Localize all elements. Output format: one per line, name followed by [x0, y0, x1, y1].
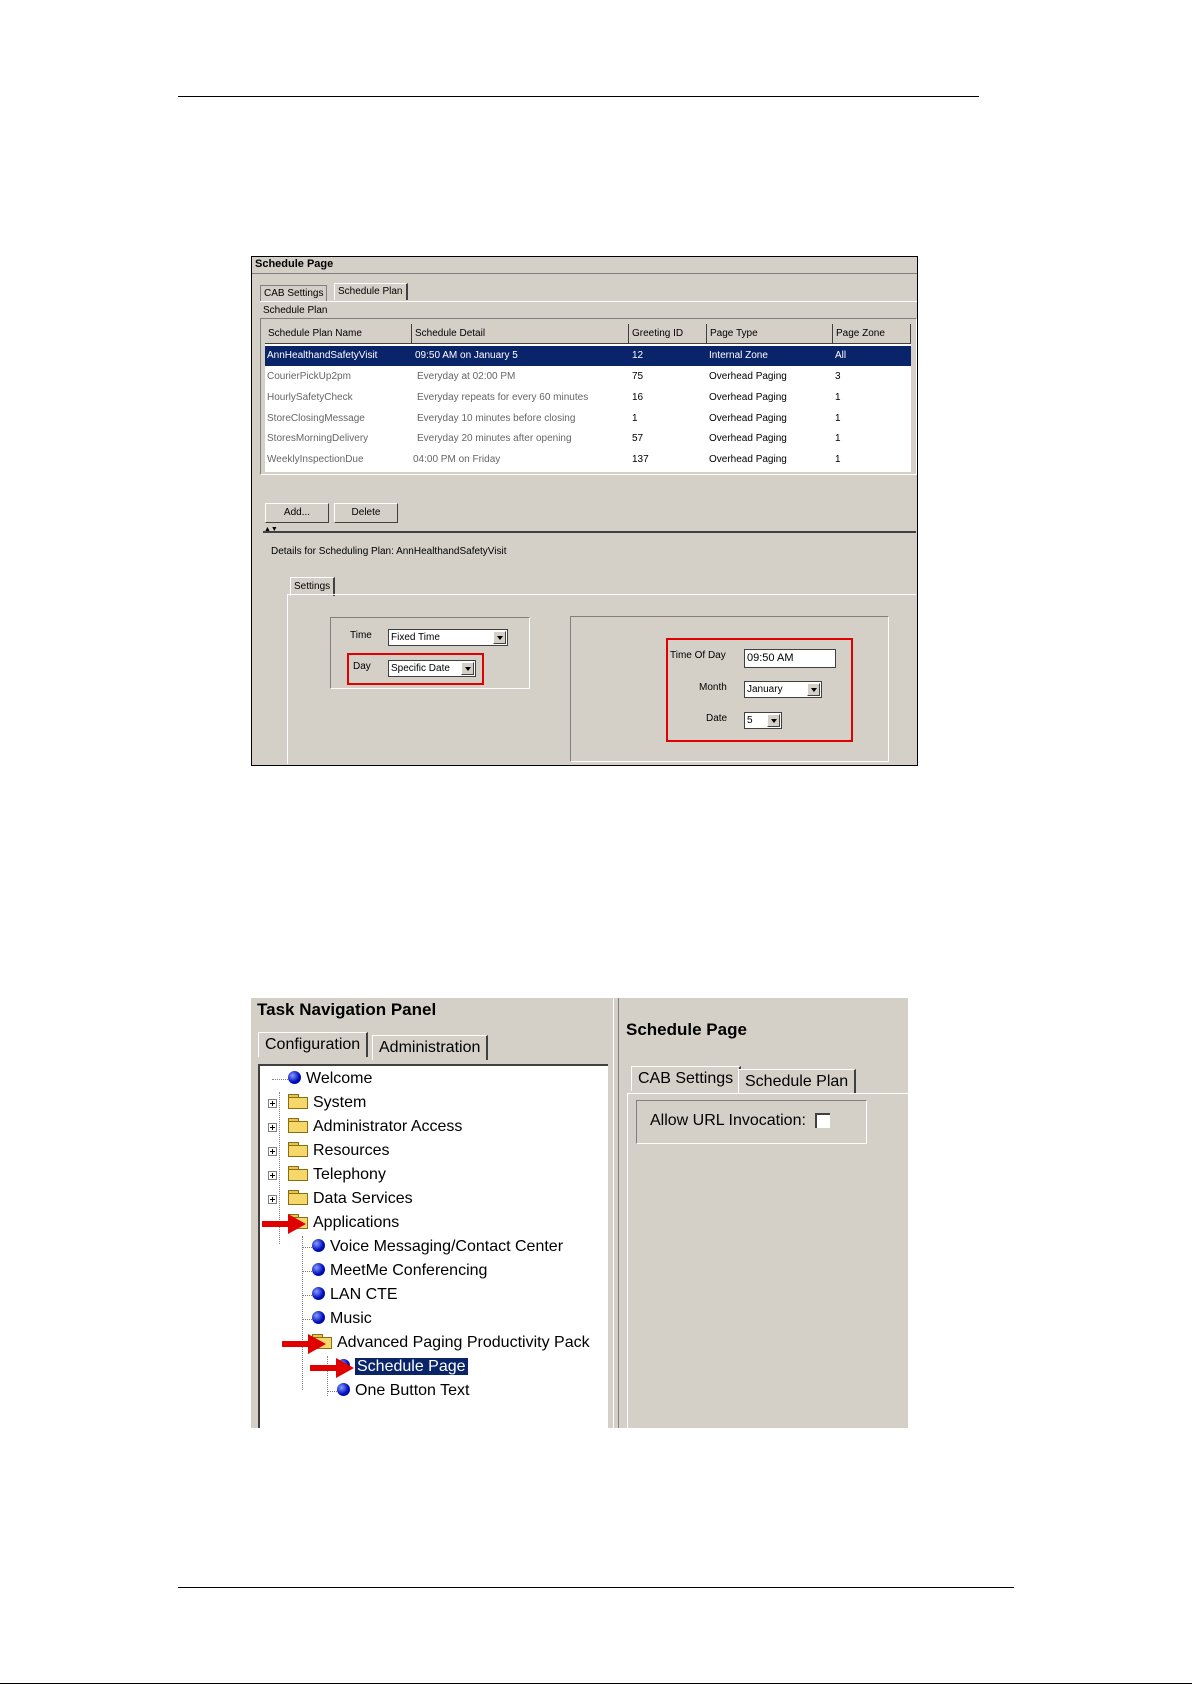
date-select[interactable]: 5 [744, 712, 782, 729]
panel-title: Schedule Page [255, 258, 334, 270]
dot-icon [312, 1287, 325, 1300]
day-select[interactable]: Specific Date [388, 660, 476, 677]
tree-item-system[interactable]: System [288, 1093, 366, 1115]
expand-icon[interactable] [268, 1147, 277, 1156]
month-select[interactable]: January [744, 681, 822, 698]
time-of-day-label: Time Of Day [670, 650, 726, 661]
tab-configuration[interactable]: Configuration [258, 1032, 368, 1057]
red-arrow-icon [310, 1356, 354, 1380]
column-header[interactable]: Schedule Detail [412, 324, 629, 344]
folder-icon [288, 1190, 308, 1204]
tree-item-advanced-paging[interactable]: Advanced Paging Productivity Pack [312, 1333, 590, 1355]
month-label: Month [699, 682, 727, 693]
column-header[interactable]: Page Type [707, 324, 833, 344]
schedule-plan-table [265, 324, 914, 472]
tab-schedule-plan[interactable]: Schedule Plan [334, 283, 408, 300]
tab-settings[interactable]: Settings [290, 577, 335, 596]
table-row[interactable]: CourierPickUp2pm Everyday at 02:00 PM 75 Overhead Paging 3 [267, 371, 841, 382]
day-highlight-box [347, 653, 484, 685]
table-row[interactable]: AnnHealthandSafetyVisit 09:50 AM on January 5 12 Internal Zone All [265, 346, 911, 366]
tree-item-applications[interactable]: Applications [288, 1213, 399, 1235]
time-label: Time [350, 630, 372, 641]
column-header[interactable]: Greeting ID [629, 324, 707, 344]
tree-item-music[interactable]: Music [312, 1309, 372, 1331]
table-row[interactable]: StoreClosingMessage Everyday 10 minutes before closing 1 Overhead Paging 1 [267, 413, 841, 424]
tree-item-welcome[interactable]: Welcome [288, 1069, 372, 1091]
dot-icon [337, 1383, 350, 1396]
day-label: Day [353, 661, 371, 672]
folder-icon [288, 1094, 308, 1108]
table-row[interactable]: StoresMorningDelivery Everyday 20 minutes after opening 57 Overhead Paging 1 [267, 433, 841, 444]
date-highlight-box [666, 638, 853, 742]
tree-item-meetme-conferencing[interactable]: MeetMe Conferencing [312, 1261, 487, 1283]
splitter-arrows-icon[interactable]: ▲▼ [264, 526, 278, 533]
date-label: Date [706, 713, 728, 724]
details-label: Details for Scheduling Plan: AnnHealthandSafetyVisit [271, 546, 507, 557]
time-of-day-input[interactable]: 09:50 AM [744, 649, 836, 668]
tree-item-voice-messaging[interactable]: Voice Messaging/Contact Center [312, 1237, 563, 1259]
allow-url-checkbox[interactable] [815, 1113, 830, 1128]
expand-icon[interactable] [268, 1099, 277, 1108]
schedule-plan-group-label: Schedule Plan [263, 305, 328, 316]
tree-item-administrator-access[interactable]: Administrator Access [288, 1117, 462, 1139]
allow-url-label: Allow URL Invocation: [650, 1112, 806, 1129]
table-row[interactable]: WeeklyInspectionDue 04:00 PM on Friday 137 Overhead Paging 1 [267, 454, 841, 465]
folder-icon [288, 1166, 308, 1180]
folder-icon [288, 1118, 308, 1132]
footer-rule [178, 1587, 1014, 1588]
tree-item-one-button-text[interactable]: One Button Text [337, 1381, 469, 1403]
right-panel-title: Schedule Page [626, 1020, 747, 1039]
splitter-bar[interactable] [263, 531, 916, 533]
tree-item-lan-cte[interactable]: LAN CTE [312, 1285, 398, 1307]
table-row[interactable]: HourlySafetyCheck Everyday repeats for every 60 minutes 16 Overhead Paging 1 [267, 392, 841, 403]
dot-icon [312, 1239, 325, 1252]
column-header[interactable]: Schedule Plan Name [265, 324, 412, 344]
tab-cab-settings-right[interactable]: CAB Settings [631, 1066, 741, 1091]
tree-item-telephony[interactable]: Telephony [288, 1165, 386, 1187]
bottom-rule [0, 1683, 1192, 1684]
header-rule [178, 96, 979, 97]
nav-panel-title: Task Navigation Panel [257, 1000, 437, 1019]
red-arrow-icon [262, 1212, 306, 1236]
tab-administration[interactable]: Administration [372, 1035, 488, 1060]
column-header[interactable]: Page Zone [833, 324, 911, 344]
expand-icon[interactable] [268, 1195, 277, 1204]
tab-cab-settings[interactable]: CAB Settings [260, 285, 327, 302]
task-navigation-screenshot [251, 998, 908, 1428]
navigation-tree [258, 1064, 608, 1428]
delete-button[interactable]: Delete [334, 503, 398, 523]
dot-icon [312, 1263, 325, 1276]
chevron-down-icon[interactable] [493, 631, 506, 644]
tab-schedule-plan-right[interactable]: Schedule Plan [738, 1069, 856, 1094]
time-select[interactable]: Fixed Time [388, 629, 508, 646]
expand-icon[interactable] [268, 1171, 277, 1180]
tree-item-data-services[interactable]: Data Services [288, 1189, 413, 1211]
expand-icon[interactable] [268, 1123, 277, 1132]
tree-item-resources[interactable]: Resources [288, 1141, 389, 1163]
dot-icon [312, 1311, 325, 1324]
red-arrow-icon [282, 1332, 326, 1356]
tree-item-schedule-page[interactable]: Schedule Page [337, 1357, 468, 1379]
folder-icon [288, 1142, 308, 1156]
add-button[interactable]: Add... [265, 503, 329, 523]
dot-icon [288, 1071, 301, 1084]
